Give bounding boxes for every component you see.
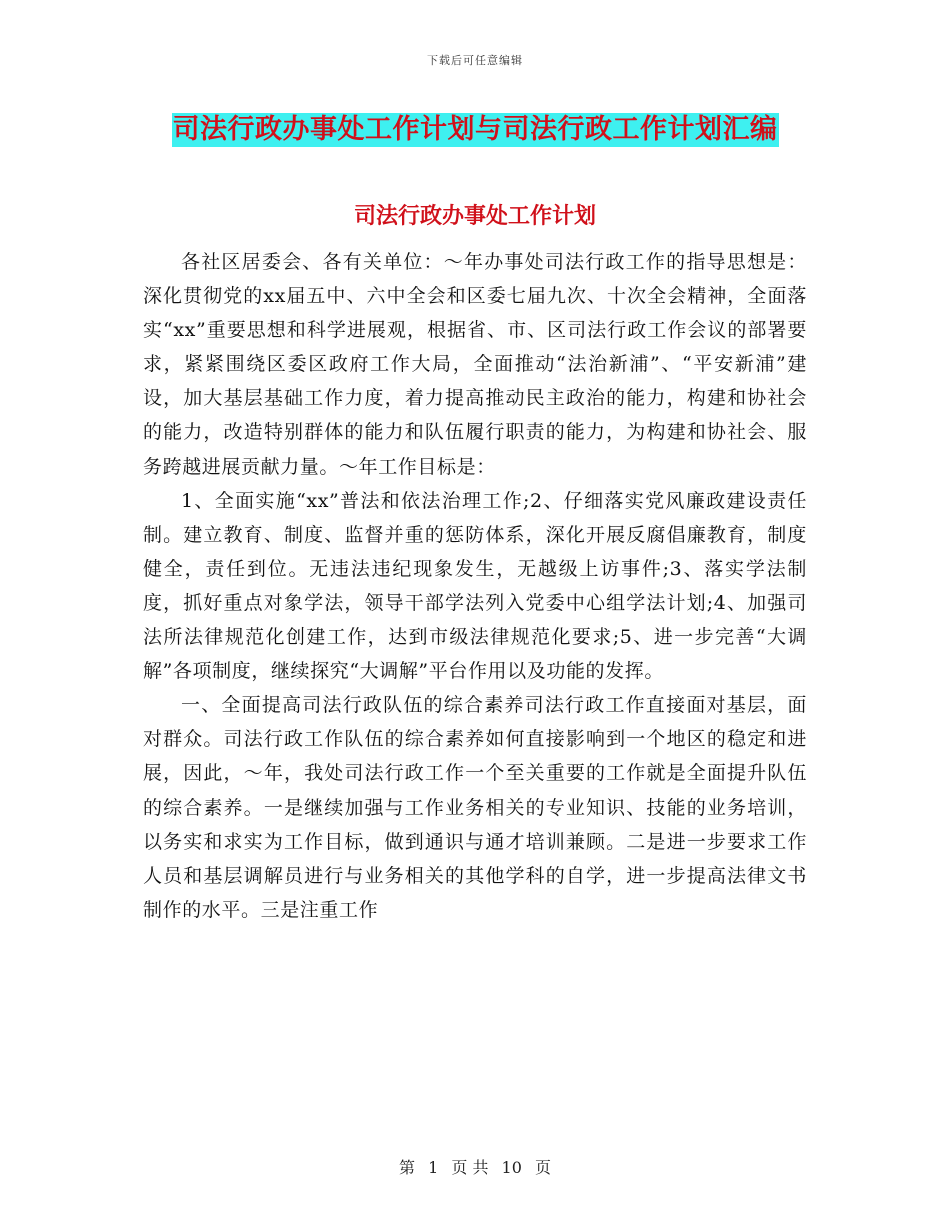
main-title: 司法行政办事处工作计划与司法行政工作计划汇编 — [172, 114, 778, 145]
page-label-prefix: 第 — [398, 1158, 415, 1177]
section-title: 司法行政办事处工作计划 — [353, 204, 596, 229]
page-label-mid: 页 共 — [451, 1158, 489, 1177]
page-label-suffix: 页 — [535, 1158, 552, 1177]
paragraph-intro: 各社区居委会、各有关单位：～年办事处司法行政工作的指导思想是：深化贯彻党的xx届五中、六中全会和区委七届九次、十次全会精神，全面落实“xx”重要思想和科学进展观，根据省、市、区司法行政工作会议的部署要求，紧紧围绕区委区政府工作大局，全面推动“法治新浦”、“平安新浦”建设，加大基层基础工作力度，着力提高推动民主政治的能力，构建和协社会的能力，改造特别群体的能力和队伍履行职责的能力，为构建和协社会、服务跨越进展贡献力量。～年工作目标是： — [143, 251, 807, 478]
paragraph-section-one: 一、全面提高司法行政队伍的综合素养司法行政工作直接面对基层，面对群众。司法行政工作队伍的综合素养如何直接影响到一个地区的稳定和进展，因此，～年，我处司法行政工作一个至关重要的工作就是全面提升队伍的综合素养。一是继续加强与工作业务相关的专业知识、技能的业务培训，以务实和求实为工作目标，做到通识与通才培训兼顾。二是进一步要求工作人员和基层调解员进行与业务相关的其他学科的自学，进一步提高法律文书制作的水平。三是注重工作 — [143, 694, 807, 921]
page-footer — [0, 1155, 950, 1178]
page-total: 10 — [501, 1158, 522, 1177]
main-title-container — [0, 113, 950, 147]
page-header-note: 下载后可任意编辑 — [427, 54, 523, 67]
document-body — [143, 245, 807, 927]
paragraph-goals: 1、全面实施“xx”普法和依法治理工作;2、仔细落实党风廉政建设责任制。建立教育、制度、监督并重的惩防体系，深化开展反腐倡廉教育，制度健全，责任到位。无违法违纪现象发生，无越级上访事件;3、落实学法制度，抓好重点对象学法，领导干部学法列入党委中心组学法计划;4、加强司法所法律规范化创建工作，达到市级法律规范化要求;5、进一步完善“大调解”各项制度，继续探究“大调解”平台作用以及功能的发挥。 — [143, 489, 807, 683]
page-current: 1 — [428, 1158, 439, 1177]
